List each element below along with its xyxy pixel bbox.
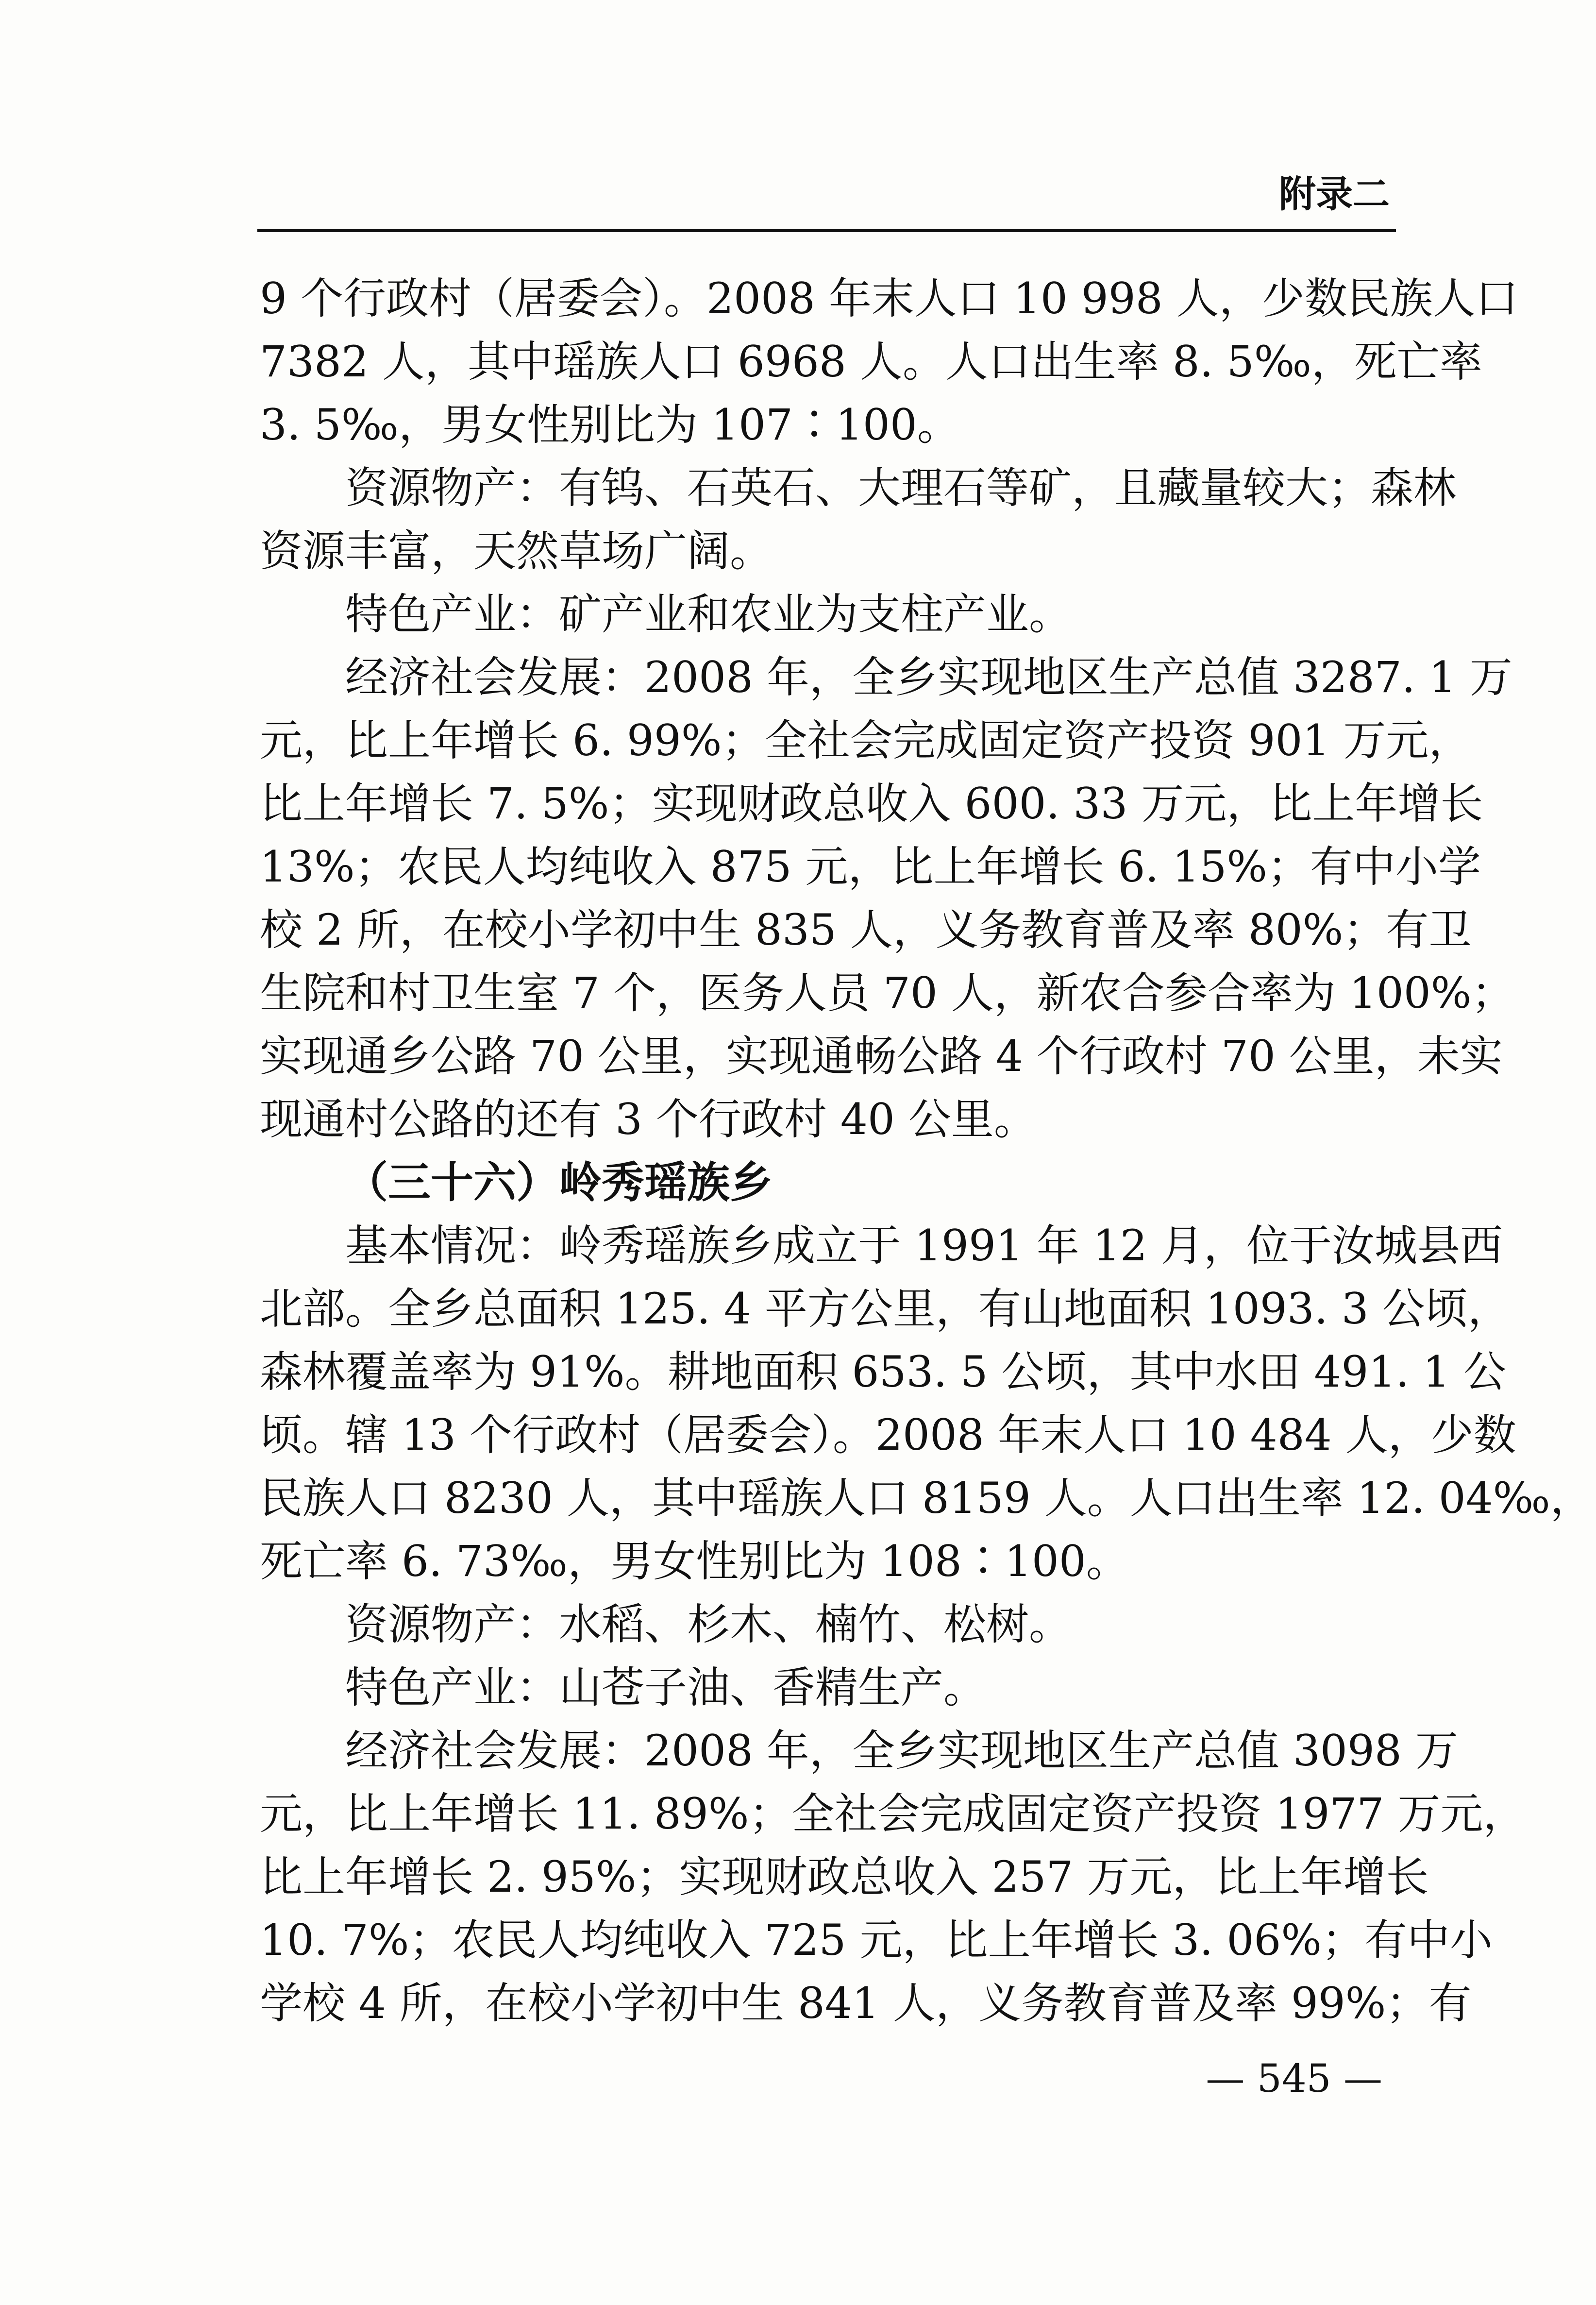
text-line: 7382 人，其中瑶族人口 6968 人。人口出生率 8. 5‰，死亡率: [260, 337, 1482, 387]
text-line: 比上年增长 7. 5%；实现财政总收入 600. 33 万元，比上年增长: [260, 779, 1483, 829]
text-line: 经济社会发展：2008 年，全乡实现地区生产总值 3287. 1 万: [345, 652, 1512, 702]
text-line: 资源物产：水稻、杉木、楠竹、松树。: [345, 1599, 1072, 1649]
text-line: 森林覆盖率为 91%。耕地面积 653. 5 公顷，其中水田 491. 1 公: [260, 1347, 1507, 1397]
text-line: 元，比上年增长 6. 99%；全社会完成固定资产投资 901 万元，: [260, 715, 1472, 765]
text-line: 9 个行政村（居委会）。2008 年末人口 10 998 人，少数民族人口: [260, 273, 1518, 323]
text-line: 实现通乡公路 70 公里，实现通畅公路 4 个行政村 70 公里，未实: [260, 1031, 1503, 1081]
text-line: 13%；农民人均纯收入 875 元，比上年增长 6. 15%；有中小学: [260, 842, 1481, 892]
page-number-dash-right: —: [1344, 2056, 1382, 2101]
text-line: 经济社会发展：2008 年，全乡实现地区生产总值 3098 万: [345, 1726, 1458, 1776]
text-line: 校 2 所，在校小学初中生 835 人，义务教育普及率 80%；有卫: [260, 905, 1472, 955]
text-line: 民族人口 8230 人，其中瑶族人口 8159 人。人口出生率 12. 04‰，: [260, 1473, 1593, 1523]
text-line: 生院和村卫生室 7 个，医务人员 70 人，新农合参合率为 100%；: [260, 968, 1514, 1018]
text-line: 元，比上年增长 11. 89%；全社会完成固定资产投资 1977 万元，: [260, 1789, 1526, 1839]
header-rule: [257, 229, 1396, 232]
text-line: 比上年增长 2. 95%；实现财政总收入 257 万元，比上年增长: [260, 1852, 1429, 1902]
section-heading: （三十六）岭秀瑶族乡: [345, 1157, 773, 1207]
text-line: 资源物产：有钨、石英石、大理石等矿，且藏量较大；森林: [345, 463, 1457, 513]
text-line: 3. 5‰，男女性别比为 107∶100。: [260, 400, 960, 450]
text-line: 北部。全乡总面积 125. 4 平方公里，有山地面积 1093. 3 公顷，: [260, 1284, 1511, 1334]
running-header: 附录二: [1279, 172, 1390, 216]
text-line: 10. 7%；农民人均纯收入 725 元，比上年增长 3. 06%；有中小: [260, 1915, 1493, 1965]
text-line: 资源丰富，天然草场广阔。: [260, 526, 773, 576]
page-number-dash-left: —: [1206, 2056, 1245, 2101]
page-number-value: 545: [1257, 2056, 1331, 2101]
text-line: 顷。辖 13 个行政村（居委会）。2008 年末人口 10 484 人，少数: [260, 1410, 1516, 1460]
text-line: 特色产业：矿产业和农业为支柱产业。: [345, 589, 1072, 639]
page-number: [1206, 2054, 1382, 2103]
text-line: 特色产业：山苍子油、香精生产。: [345, 1662, 987, 1712]
text-line: 死亡率 6. 73‰，男女性别比为 108∶100。: [260, 1536, 1129, 1586]
text-line: 学校 4 所，在校小学初中生 841 人，义务教育普及率 99%；有: [260, 1978, 1472, 2028]
text-line: 现通村公路的还有 3 个行政村 40 公里。: [260, 1094, 1037, 1144]
body-text: [260, 267, 1593, 2035]
text-line: 基本情况：岭秀瑶族乡成立于 1991 年 12 月，位于汝城县西: [345, 1220, 1503, 1271]
